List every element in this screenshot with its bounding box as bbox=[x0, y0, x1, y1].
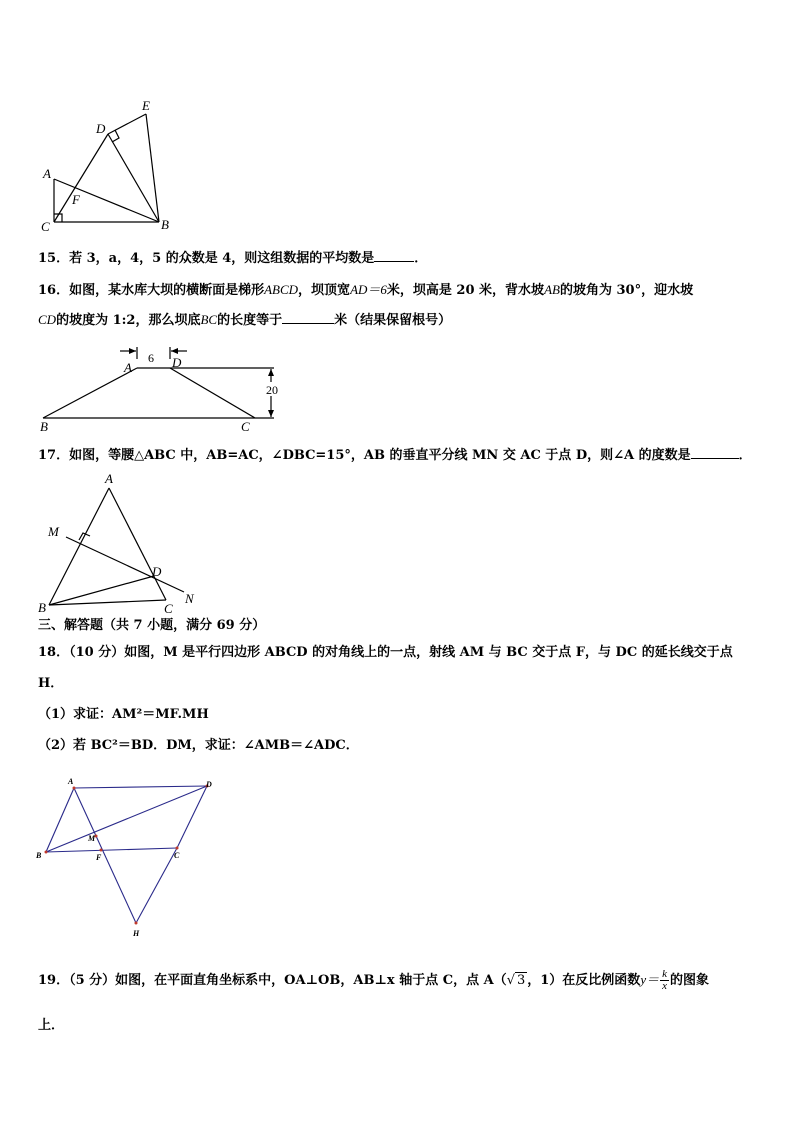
question-19-line-1: 19．（5 分）如图，在平面直角坐标系中，OA⊥OB，AB⊥x 轴于点 C，点 A（√ 3 ，1）在反比例函数y＝ $\frac{k}{x}$ 的图象 bbox=[38, 968, 709, 992]
segment-AD bbox=[74, 786, 207, 788]
figure-q14 bbox=[38, 98, 178, 238]
label-A: A bbox=[68, 777, 74, 786]
answer-blank-15[interactable] bbox=[374, 249, 414, 262]
label-D: D bbox=[206, 780, 212, 789]
segment-CD bbox=[54, 134, 108, 222]
extension-CH bbox=[136, 848, 177, 923]
segment-DC bbox=[177, 786, 207, 848]
figure-q18 bbox=[32, 776, 222, 942]
segment-DB bbox=[108, 134, 159, 222]
label-N: N bbox=[185, 591, 194, 606]
arrowhead-up bbox=[268, 369, 274, 376]
answer-blank-16[interactable] bbox=[282, 311, 334, 324]
segment-AB bbox=[43, 368, 137, 418]
label-B: B bbox=[40, 419, 48, 434]
fraction-k-over-x: $\frac{k}{x}$ bbox=[662, 968, 667, 992]
label-H: H bbox=[133, 929, 140, 938]
segment-AB bbox=[54, 179, 159, 222]
question-18-part-1: （1）求证：AM²＝MF.MH bbox=[38, 707, 209, 722]
segment-DC bbox=[170, 368, 255, 418]
arrowhead-down bbox=[268, 410, 274, 417]
question-18-line-1: 18．（10 分）如图，M 是平行四边形 ABCD 的对角线上的一点，射线 AM 与 BC 交于点 F，与 DC 的延长线交于点 bbox=[38, 645, 733, 660]
arrowhead-right bbox=[171, 348, 178, 354]
label-A: A bbox=[105, 471, 113, 486]
label-C: C bbox=[164, 601, 173, 616]
question-17: 17．如图，等腰△ABC 中，AB=AC，∠DBC=15°，AB 的垂直平分线 MN 交 AC 于点 D，则∠A 的度数是 ． bbox=[38, 448, 752, 463]
segment-DE bbox=[108, 114, 146, 134]
segment-BC bbox=[46, 848, 177, 852]
question-18-line-2: H． bbox=[38, 676, 64, 691]
segment-EB bbox=[146, 114, 159, 222]
label-B: B bbox=[36, 851, 42, 860]
question-19-line-2: 上． bbox=[38, 1018, 65, 1033]
question-18-part-2: （2）若 BC²＝BD．DM，求证：∠AMB＝∠ADC． bbox=[38, 738, 359, 753]
label-height: 20 bbox=[266, 383, 278, 397]
label-top-width: 6 bbox=[148, 351, 154, 365]
question-16-line-1: 16．如图，某水库大坝的横断面是梯形ABCD，坝顶宽AD＝6米，坝高是 20 米，背水坡AB的坡角为 30°，迎水坡 bbox=[38, 282, 694, 298]
question-16-line-2: CD的坡度为 1:2，那么坝底BC的长度等于 米（结果保留根号） bbox=[38, 312, 452, 328]
label-A: A bbox=[43, 166, 51, 181]
label-M: M bbox=[88, 834, 96, 843]
label-B: B bbox=[161, 217, 169, 232]
segment-AB bbox=[49, 488, 109, 605]
section-3-header: 三、解答题（共 7 小题，满分 69 分） bbox=[38, 618, 266, 633]
segment-AC bbox=[109, 488, 166, 600]
label-E: E bbox=[142, 98, 150, 113]
label-F: F bbox=[72, 192, 80, 207]
label-C: C bbox=[241, 419, 250, 434]
label-D: D bbox=[152, 564, 162, 579]
arrowhead-left bbox=[129, 348, 136, 354]
ray-AH bbox=[74, 788, 136, 923]
label-M: M bbox=[48, 524, 59, 539]
question-15: 15．若 3，a，4，5 的众数是 4，则这组数据的平均数是 ． bbox=[38, 251, 428, 266]
figure-q16 bbox=[38, 343, 298, 435]
answer-blank-17[interactable] bbox=[691, 446, 739, 459]
figure-q17 bbox=[36, 470, 206, 616]
label-C: C bbox=[41, 219, 50, 234]
label-B: B bbox=[38, 600, 46, 615]
label-A: A bbox=[124, 360, 132, 375]
label-C: C bbox=[174, 851, 180, 860]
label-D: D bbox=[96, 121, 106, 136]
label-F: F bbox=[96, 853, 102, 862]
label-D: D bbox=[172, 355, 182, 370]
